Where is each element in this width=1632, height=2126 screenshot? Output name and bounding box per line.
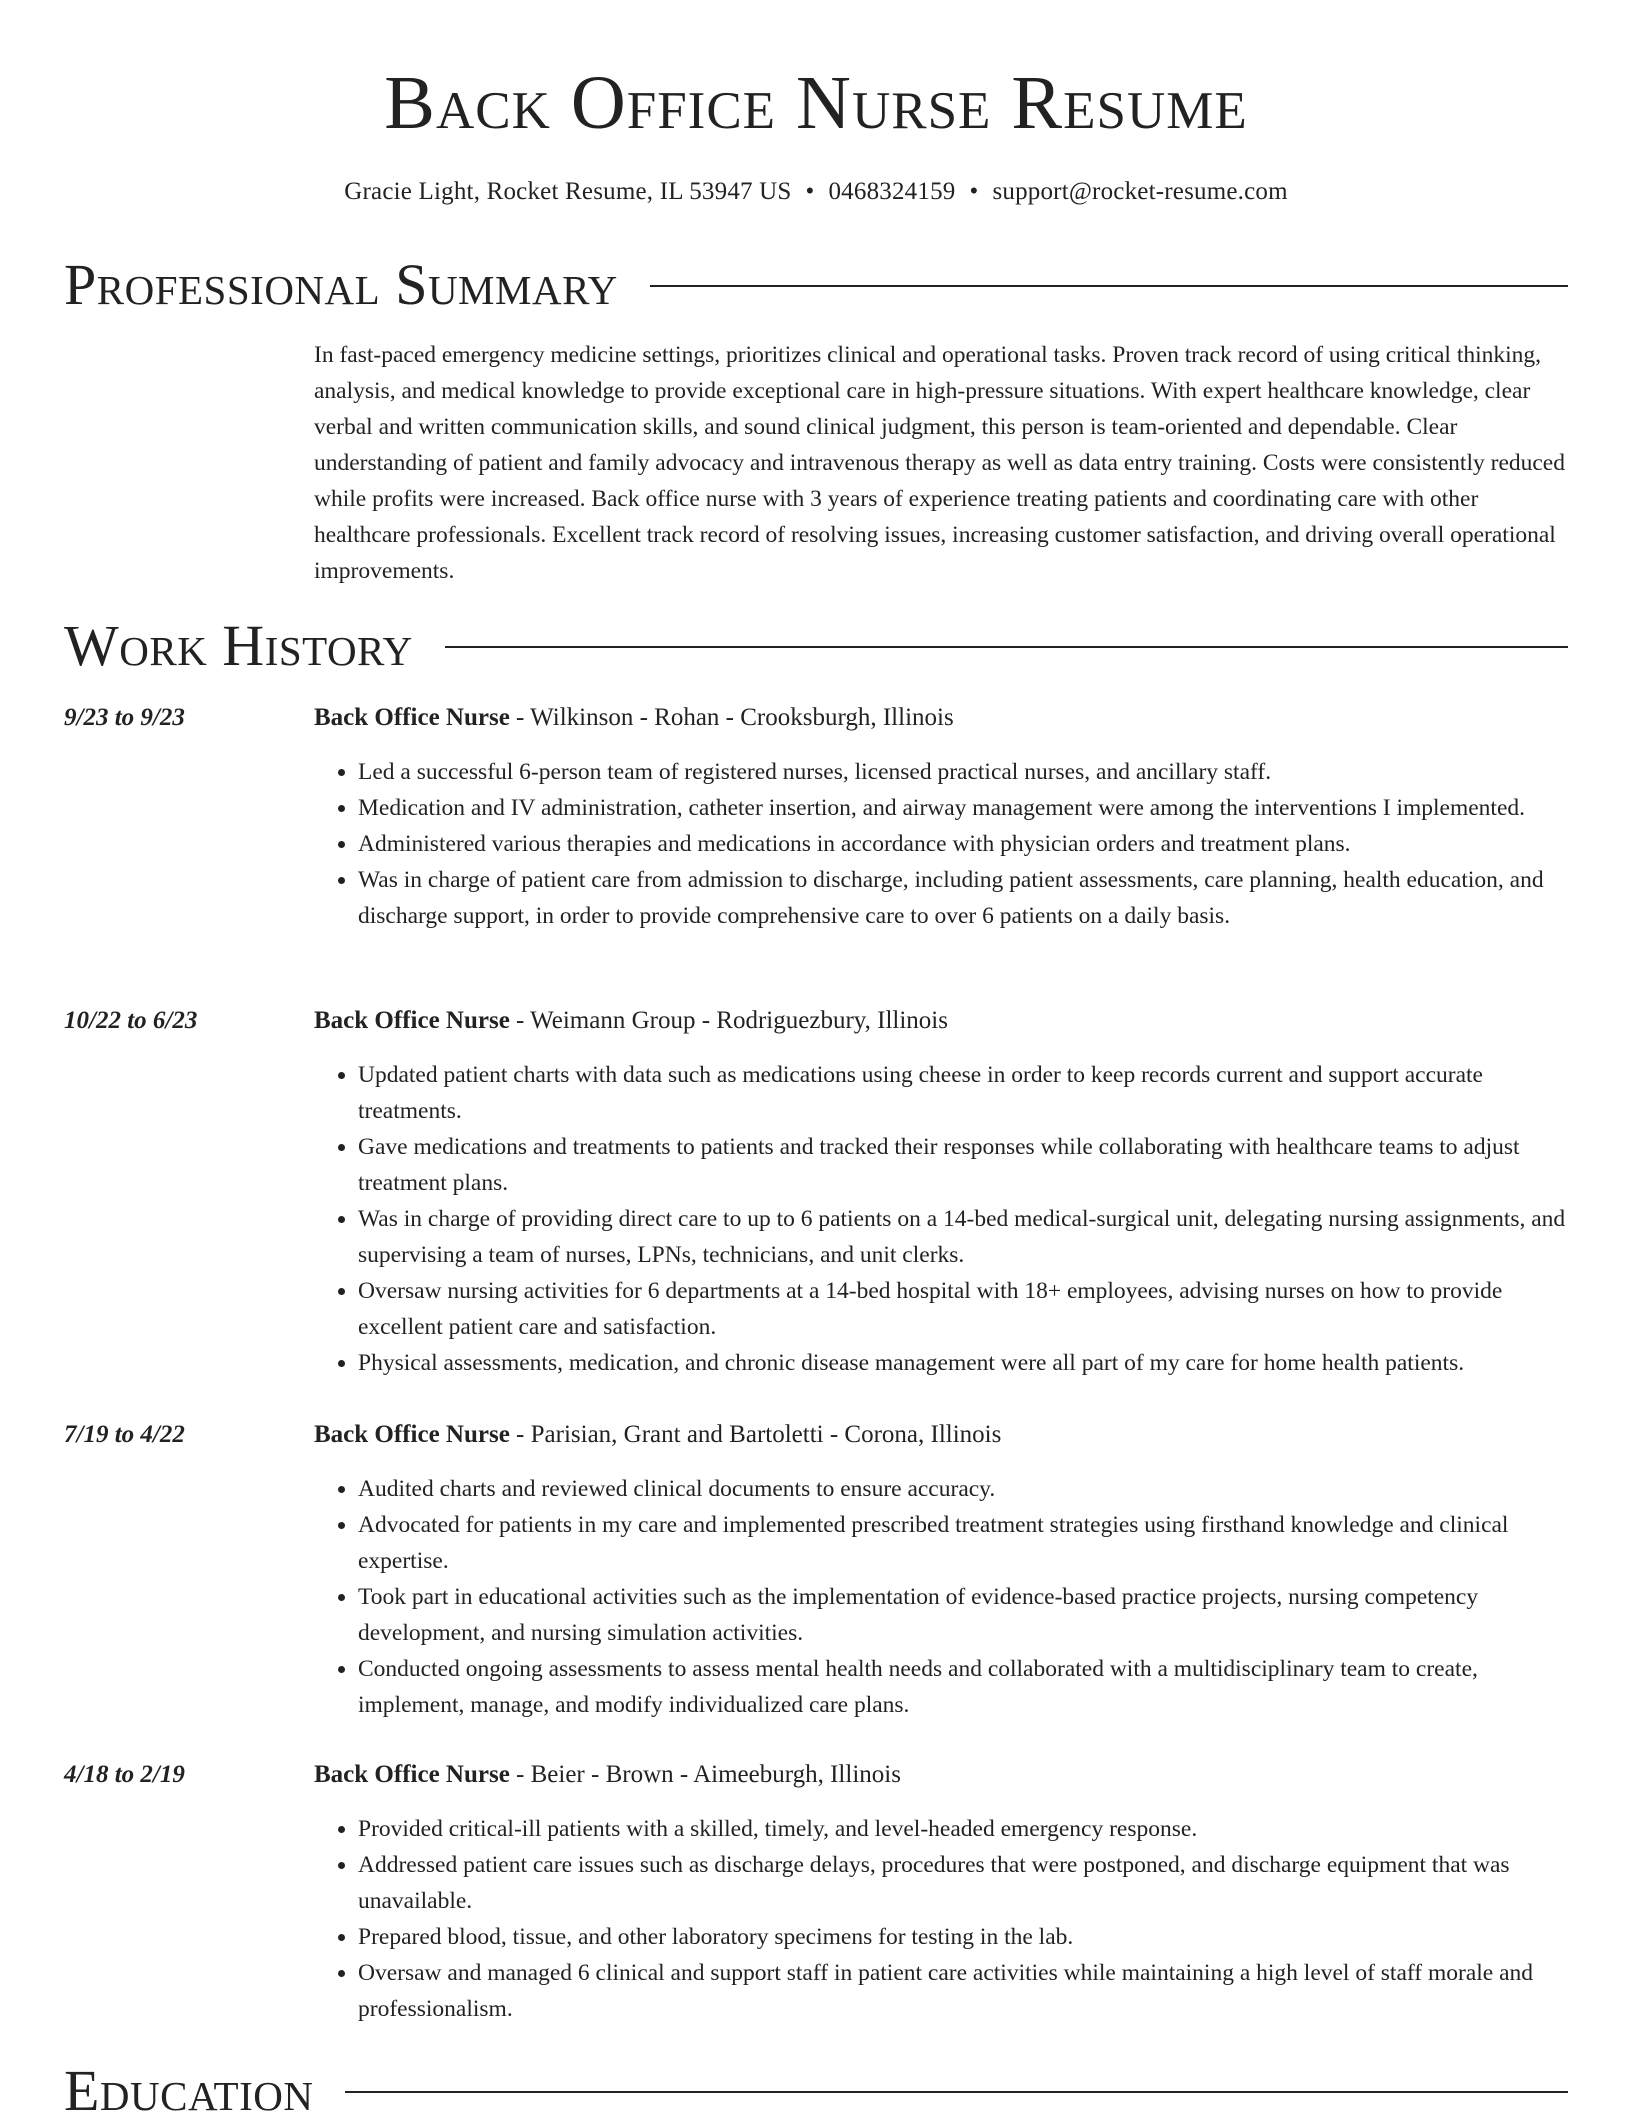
job-bullet: • Administered various therapies and medications in accordance with physician orders and treatment plans.: [358, 826, 1572, 862]
job-bullet: • Was in charge of patient care from admission to discharge, including patient assessments, care planning, health education, and discharge support, in order to provide comprehensive care to over 6 patients on a daily basis.: [358, 862, 1572, 934]
job-employer: - Wilkinson - Rohan - Crooksburgh, Illinois: [509, 704, 954, 731]
job-dates: 9/23 to 9/23: [64, 704, 185, 731]
section-title-summary: Professional Summary: [64, 252, 618, 317]
job-bullets: [314, 1471, 1572, 1723]
job-heading: [314, 1757, 901, 1793]
job-bullet: • Advocated for patients in my care and implemented prescribed treatment strategies using firsthand knowledge and clinical expertise.: [358, 1507, 1572, 1579]
contact-separator: •: [805, 178, 815, 205]
job-dates: 7/19 to 4/22: [64, 1421, 185, 1448]
job-bullets: [314, 754, 1572, 934]
job-bullet: • Physical assessments, medication, and chronic disease management were all part of my care for home health patients.: [358, 1345, 1572, 1381]
job-heading: [314, 1417, 1001, 1453]
job-bullet: • Updated patient charts with data such as medications using cheese in order to keep records current and support accurate treatments.: [358, 1057, 1572, 1129]
job-role: Back Office Nurse: [314, 704, 510, 731]
section-title-education: Education: [64, 2058, 314, 2123]
job-bullet: • Medication and IV administration, catheter insertion, and airway management were among the interventions I implemented.: [358, 790, 1572, 826]
section-header-work: [64, 611, 1568, 681]
section-header-education: [64, 2056, 1568, 2126]
job-dates: 4/18 to 2/19: [64, 1761, 185, 1788]
job-employer: - Weimann Group - Rodriguezbury, Illinois: [509, 1007, 948, 1034]
job-bullet: • Took part in educational activities such as the implementation of evidence-based practice projects, nursing competency development, and nursing simulation activities.: [358, 1579, 1572, 1651]
job-bullet: • Led a successful 6-person team of registered nurses, licensed practical nurses, and ancillary staff.: [358, 754, 1572, 790]
job-heading: [314, 1003, 948, 1039]
section-divider: [650, 285, 1568, 287]
contact-line: [64, 172, 1568, 212]
job-role: Back Office Nurse: [314, 1421, 510, 1448]
job-bullet: • Conducted ongoing assessments to assess mental health needs and collaborated with a multidisciplinary team to create, implement, manage, and modify individualized care plans.: [358, 1651, 1572, 1723]
contact-email: support@rocket-resume.com: [992, 178, 1288, 205]
contact-address: Gracie Light, Rocket Resume, IL 53947 US: [344, 178, 792, 205]
section-title-work: Work History: [64, 613, 413, 678]
job-role: Back Office Nurse: [314, 1007, 510, 1034]
job-heading: [314, 700, 954, 736]
section-divider: [445, 646, 1568, 648]
job-bullet: • Gave medications and treatments to patients and tracked their responses while collaborating with healthcare teams to adjust treatment plans.: [358, 1129, 1572, 1201]
section-divider: [345, 2091, 1568, 2093]
job-bullet: • Oversaw nursing activities for 6 departments at a 14-bed hospital with 18+ employees, advising nurses on how to provide excellent patient care and satisfaction.: [358, 1273, 1572, 1345]
job-bullet: • Audited charts and reviewed clinical documents to ensure accuracy.: [358, 1471, 1572, 1507]
professional-summary-text: In fast-paced emergency medicine settings, prioritizes clinical and operational tasks. Proven track record of using critical thinking, analysis, and medical knowledge to provide exceptional care in high-pressure situations. With expert healthcare knowledge, clear verbal and written communication skills, and sound clinical judgment, this person is team-oriented and dependable. Clear understanding of patient and family advocacy and intravenous therapy as well as data entry training. Costs were consistently reduced while profits were increased. Back office nurse with 3 years of experience treating patients and coordinating care with other healthcare professionals. Excellent track record of resolving issues, increasing customer satisfaction, and driving overall operational improvements.: [314, 342, 1565, 584]
contact-separator: •: [969, 178, 979, 205]
job-bullet: • Addressed patient care issues such as discharge delays, procedures that were postponed, and discharge equipment that was unavailable.: [358, 1847, 1572, 1919]
section-header-summary: [64, 250, 1568, 320]
job-employer: - Parisian, Grant and Bartoletti - Corona, Illinois: [509, 1421, 1002, 1448]
job-dates: 10/22 to 6/23: [64, 1007, 198, 1034]
job-bullet: • Was in charge of providing direct care to up to 6 patients on a 14-bed medical-surgical unit, delegating nursing assignments, and supervising a team of nurses, LPNs, technicians, and unit clerks.: [358, 1201, 1572, 1273]
job-bullet: • Prepared blood, tissue, and other laboratory specimens for testing in the lab.: [358, 1919, 1572, 1955]
job-bullet: • Oversaw and managed 6 clinical and support staff in patient care activities while maintaining a high level of staff morale and professionalism.: [358, 1955, 1572, 2027]
job-bullets: [314, 1057, 1572, 1381]
job-bullets: [314, 1811, 1572, 2027]
resume-title: Back Office Nurse Resume: [384, 61, 1248, 145]
job-employer: - Beier - Brown - Aimeeburgh, Illinois: [509, 1761, 901, 1788]
contact-phone: 0468324159: [828, 178, 956, 205]
job-role: Back Office Nurse: [314, 1761, 510, 1788]
job-bullet: • Provided critical-ill patients with a skilled, timely, and level-headed emergency response.: [358, 1811, 1572, 1847]
